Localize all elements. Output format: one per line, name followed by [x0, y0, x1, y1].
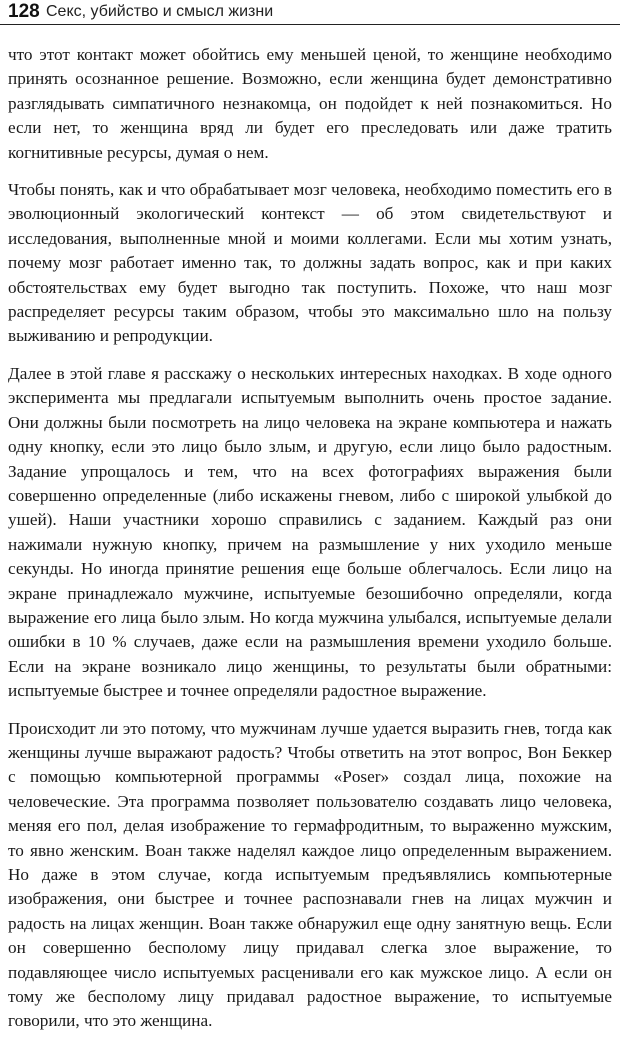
paragraph: Происходит ли это потому, что мужчинам лучше удается выразить гнев, тогда как женщины лучше выражают радость? Чтобы ответить на этот вопрос, Вон Беккер с помощью компьютерной программы «Poser» создал лица, похожие на человеческие. Эта программа позволяет пользователю создавать лицо человека, меняя его пол, делая изображение то гермафродитным, то выраженно мужским, то явно женским. Воан также наделял каждое лицо определенным выражением. Но даже в этом случае, когда испытуемым предъявлялись компьютерные изображения, они быстрее и точнее распознавали гнев на лицах мужчин и радость на лицах женщин. Воан также обнаружил еще одну занятную вещь. Если он совершенно бесполому лицу придавал слегка злое выражение, то подавляющее число испытуемых расценивали его как мужское лицо. А если он тому же бесполому лицу придавал радостное выражение, то испытуемые говорили, что это женщина.: [8, 718, 612, 1031]
paragraph: Чтобы понять, как и что обрабатывает мозг человека, необходимо поместить его в эволюционный экологический контекст — об этом свидетельствуют и исследования, выполненные мной и моими коллегами. Если мы хотим узнать, почему мозг работает именно так, то должны задать вопрос, как и при каких обстоятельствах ему будет выгодно так поступить. Похоже, что наш мозг распределяет ресурсы таким образом, чтобы это максимально шло на пользу выживанию и репродукции.: [8, 180, 612, 346]
running-title: Секс, убийство и смысл жизни: [46, 3, 274, 20]
paragraph: Далее в этой главе я расскажу о нескольких интересных находках. В ходе одного эксперимента мы предлагали испытуемым выполнить очень простое задание. Они должны были посмотреть на лицо человека на экране компьютера и нажать одну кнопку, если это лицо было злым, и другую, если лицо было радостным. Задание упрощалось и тем, что на всех фотографиях выражения были совершенно определенные (либо искажены гневом, либо с широкой улыбкой до ушей). Наши участники хорошо справились с заданием. Каждый раз они нажимали нужную кнопку, причем на размышление у них уходило меньше секунды. Но иногда принятие решения еще больше облегчалось. Если лицо на экране принадлежало мужчине, испытуемые безошибочно определяли, когда выражение его лица было злым. Но когда мужчина улыбался, испытуемые делали ошибки в 10 % случаев, даже если на размышления времени уходило больше. Если на экране возникало лицо женщины, то результаты были обратными: испытуемые быстрее и точнее определяли радостное выражение.: [8, 363, 612, 701]
body-text: [8, 43, 612, 1047]
page-number: 128: [8, 1, 40, 22]
paragraph: что этот контакт может обойтись ему меньшей ценой, то женщине необходимо принять осознанное решение. Возможно, если женщина будет демонстративно разглядывать симпатичного незнакомца, он подойдет к ней познакомиться. Но если нет, то женщина вряд ли будет его преследовать или даже тратить когнитивные ресурсы, думая о нем.: [8, 45, 612, 162]
page-header: [0, 0, 620, 25]
